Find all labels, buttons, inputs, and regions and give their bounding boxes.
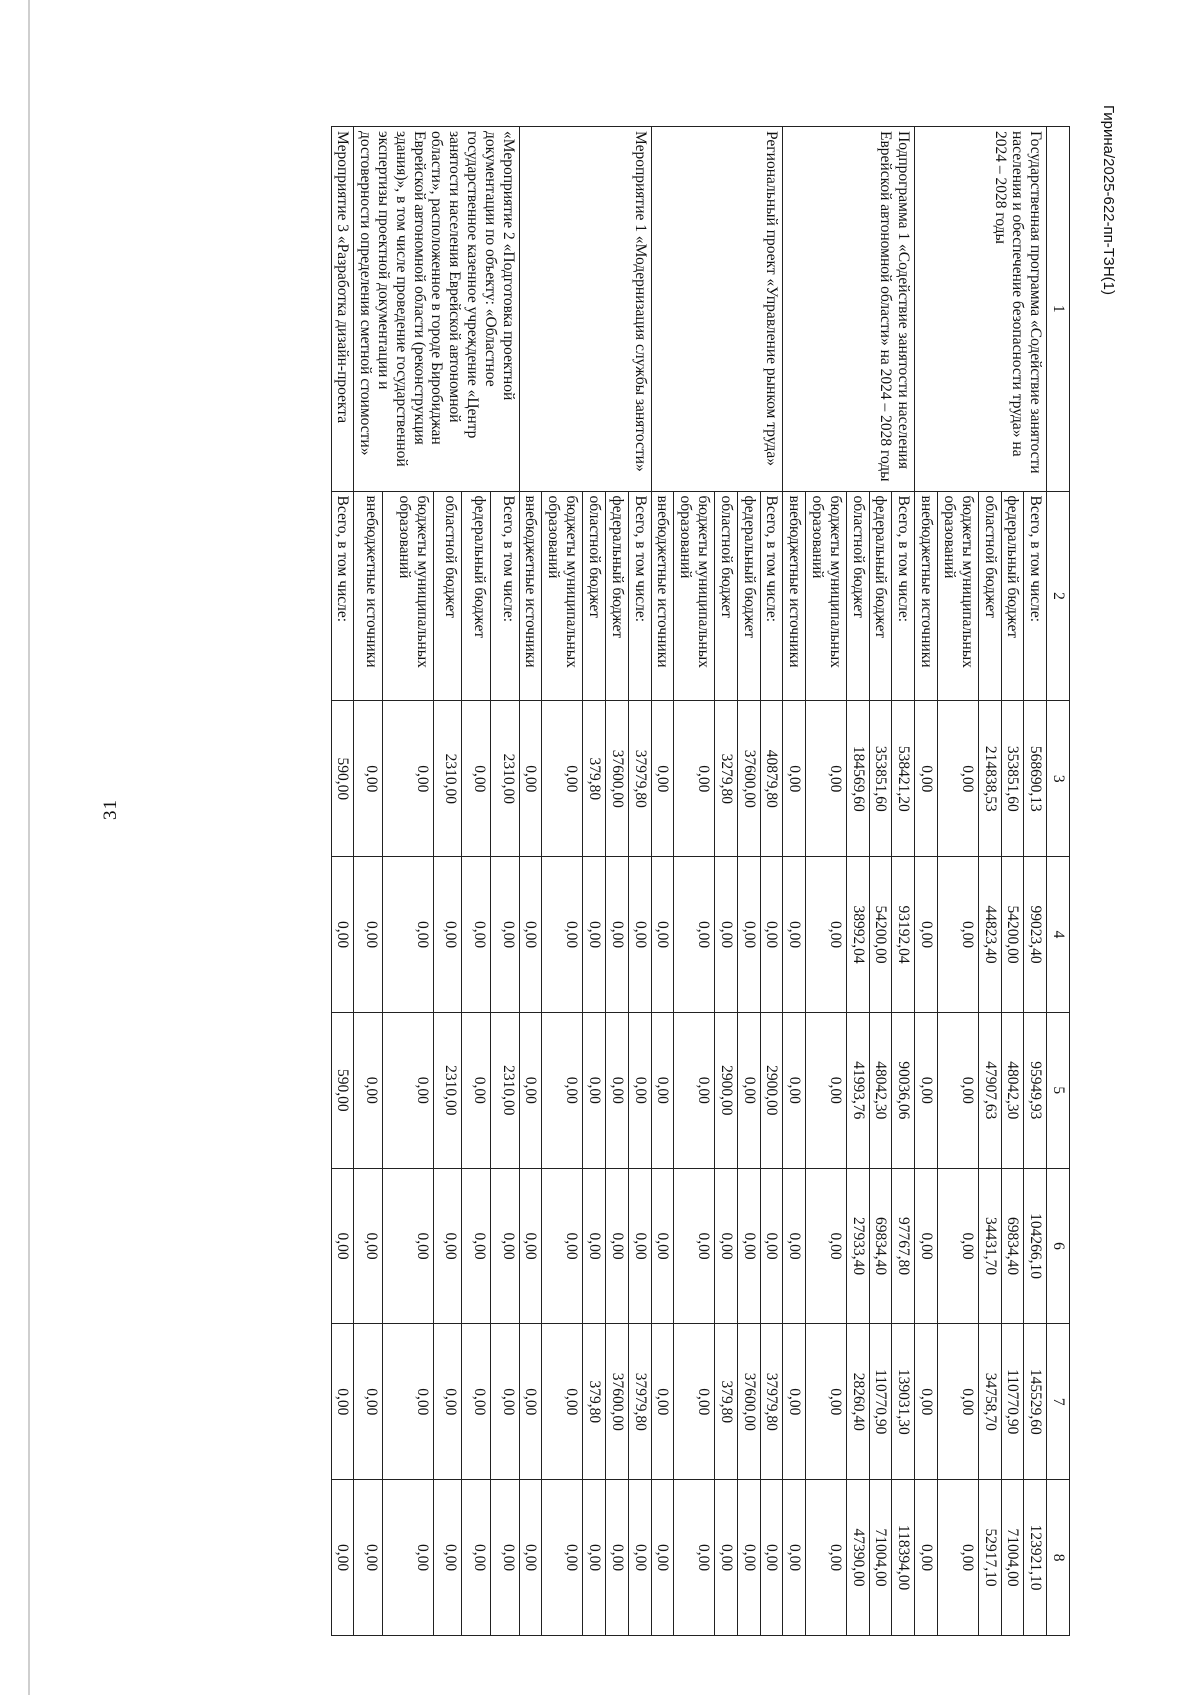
funding-source-cell: областной бюджет bbox=[715, 491, 738, 701]
amount-cell: 0,00 bbox=[938, 1324, 979, 1480]
amount-cell: 0,00 bbox=[491, 857, 520, 1013]
table-header-row bbox=[1047, 127, 1070, 1636]
amount-cell: 0,00 bbox=[737, 857, 760, 1013]
amount-cell: 184569,60 bbox=[846, 701, 869, 857]
amount-cell: 0,00 bbox=[583, 1480, 606, 1636]
table-row bbox=[892, 127, 915, 1636]
amount-cell: 0,00 bbox=[462, 701, 491, 857]
amount-cell: 71004,00 bbox=[869, 1480, 892, 1636]
amount-cell: 2900,00 bbox=[715, 1012, 738, 1168]
amount-cell: 0,00 bbox=[354, 857, 383, 1013]
amount-cell: 93192,04 bbox=[892, 857, 915, 1013]
amount-cell: 0,00 bbox=[628, 1480, 651, 1636]
amount-cell: 54200,00 bbox=[869, 857, 892, 1013]
amount-cell: 214838,53 bbox=[978, 701, 1001, 857]
amount-cell: 379,80 bbox=[583, 1324, 606, 1480]
amount-cell: 0,00 bbox=[938, 1168, 979, 1324]
amount-cell: 0,00 bbox=[462, 1480, 491, 1636]
amount-cell: 40879,80 bbox=[760, 701, 783, 857]
header-col-4: 4 bbox=[1047, 857, 1070, 1013]
amount-cell: 0,00 bbox=[651, 1168, 674, 1324]
amount-cell: 0,00 bbox=[674, 857, 715, 1013]
amount-cell: 0,00 bbox=[354, 1324, 383, 1480]
amount-cell: 48042,30 bbox=[1001, 1012, 1024, 1168]
header-col-6: 6 bbox=[1047, 1168, 1070, 1324]
amount-cell: 0,00 bbox=[628, 857, 651, 1013]
amount-cell: 0,00 bbox=[331, 1480, 354, 1636]
amount-cell: 0,00 bbox=[938, 1480, 979, 1636]
amount-cell: 0,00 bbox=[760, 1168, 783, 1324]
funding-source-cell: областной бюджет bbox=[846, 491, 869, 701]
amount-cell: 2310,00 bbox=[433, 701, 462, 857]
amount-cell: 69834,40 bbox=[1001, 1168, 1024, 1324]
table-body bbox=[331, 127, 1047, 1636]
amount-cell: 69834,40 bbox=[869, 1168, 892, 1324]
amount-cell: 0,00 bbox=[806, 1324, 847, 1480]
header-col-1: 1 bbox=[1047, 127, 1070, 492]
amount-cell: 0,00 bbox=[674, 701, 715, 857]
amount-cell: 0,00 bbox=[519, 1168, 542, 1324]
amount-cell: 95949,93 bbox=[1024, 1012, 1047, 1168]
funding-source-cell: внебюджетные источники bbox=[519, 491, 542, 701]
funding-source-cell: Всего, в том числе: bbox=[892, 491, 915, 701]
page-number: 31 bbox=[100, 799, 121, 820]
program-name-cell: Мероприятие 3 «Разработка дизайн-проекта bbox=[331, 127, 354, 492]
document-code: Гирина/2025-622-пп-ТЗН(1) bbox=[1100, 105, 1117, 296]
amount-cell: 37979,80 bbox=[628, 701, 651, 857]
funding-source-cell: федеральный бюджет bbox=[462, 491, 491, 701]
amount-cell: 0,00 bbox=[433, 1480, 462, 1636]
header-col-5: 5 bbox=[1047, 1012, 1070, 1168]
amount-cell: 0,00 bbox=[519, 701, 542, 857]
amount-cell: 34431,70 bbox=[978, 1168, 1001, 1324]
amount-cell: 0,00 bbox=[651, 1324, 674, 1480]
amount-cell: 0,00 bbox=[783, 857, 806, 1013]
amount-cell: 47907,63 bbox=[978, 1012, 1001, 1168]
amount-cell: 0,00 bbox=[783, 1168, 806, 1324]
amount-cell: 0,00 bbox=[806, 1168, 847, 1324]
funding-source-cell: Всего, в том числе: bbox=[331, 491, 354, 701]
amount-cell: 41993,76 bbox=[846, 1012, 869, 1168]
table-row bbox=[331, 127, 354, 1636]
amount-cell: 0,00 bbox=[382, 701, 433, 857]
amount-cell: 0,00 bbox=[715, 857, 738, 1013]
funding-source-cell: Всего, в том числе: bbox=[491, 491, 520, 701]
header-col-2: 2 bbox=[1047, 491, 1070, 701]
amount-cell: 34758,70 bbox=[978, 1324, 1001, 1480]
amount-cell: 0,00 bbox=[737, 1480, 760, 1636]
amount-cell: 0,00 bbox=[354, 701, 383, 857]
program-name-cell: Подпрограмма 1 «Содействие занятости населения Еврейской автономной области» на 2024 – 2028 годы bbox=[783, 127, 915, 492]
amount-cell: 590,00 bbox=[331, 1012, 354, 1168]
amount-cell: 0,00 bbox=[915, 1324, 938, 1480]
funding-source-cell: внебюджетные источники bbox=[651, 491, 674, 701]
amount-cell: 0,00 bbox=[519, 857, 542, 1013]
amount-cell: 37600,00 bbox=[605, 701, 628, 857]
amount-cell: 3279,80 bbox=[715, 701, 738, 857]
funding-source-cell: Всего, в том числе: bbox=[1024, 491, 1047, 701]
funding-source-cell: федеральный бюджет bbox=[1001, 491, 1024, 701]
amount-cell: 0,00 bbox=[760, 857, 783, 1013]
program-name-cell: Региональный проект «Управление рынком труда» bbox=[651, 127, 783, 492]
amount-cell: 0,00 bbox=[605, 1168, 628, 1324]
amount-cell: 0,00 bbox=[737, 1012, 760, 1168]
amount-cell: 0,00 bbox=[354, 1012, 383, 1168]
amount-cell: 37600,00 bbox=[737, 1324, 760, 1480]
amount-cell: 145529,60 bbox=[1024, 1324, 1047, 1480]
funding-source-cell: областной бюджет bbox=[583, 491, 606, 701]
amount-cell: 0,00 bbox=[331, 1168, 354, 1324]
amount-cell: 0,00 bbox=[519, 1480, 542, 1636]
header-col-3: 3 bbox=[1047, 701, 1070, 857]
amount-cell: 0,00 bbox=[354, 1168, 383, 1324]
amount-cell: 0,00 bbox=[715, 1480, 738, 1636]
program-name-cell: Государственная программа «Содействие занятости населения и обеспечение безопасности труда» на 2024 – 2028 годы bbox=[915, 127, 1047, 492]
amount-cell: 0,00 bbox=[783, 1480, 806, 1636]
amount-cell: 28260,40 bbox=[846, 1324, 869, 1480]
amount-cell: 0,00 bbox=[382, 1324, 433, 1480]
amount-cell: 0,00 bbox=[783, 701, 806, 857]
amount-cell: 0,00 bbox=[491, 1168, 520, 1324]
amount-cell: 0,00 bbox=[331, 857, 354, 1013]
amount-cell: 0,00 bbox=[462, 1324, 491, 1480]
amount-cell: 38992,04 bbox=[846, 857, 869, 1013]
amount-cell: 0,00 bbox=[605, 1480, 628, 1636]
amount-cell: 0,00 bbox=[542, 857, 583, 1013]
amount-cell: 0,00 bbox=[583, 1168, 606, 1324]
amount-cell: 0,00 bbox=[915, 1012, 938, 1168]
amount-cell: 0,00 bbox=[938, 1012, 979, 1168]
funding-source-cell: бюджеты муниципальных образований bbox=[938, 491, 979, 701]
funding-source-cell: бюджеты муниципальных образований bbox=[542, 491, 583, 701]
amount-cell: 0,00 bbox=[806, 701, 847, 857]
table-row bbox=[760, 127, 783, 1636]
amount-cell: 590,00 bbox=[331, 701, 354, 857]
amount-cell: 37600,00 bbox=[605, 1324, 628, 1480]
amount-cell: 123921,10 bbox=[1024, 1480, 1047, 1636]
amount-cell: 110770,90 bbox=[1001, 1324, 1024, 1480]
amount-cell: 0,00 bbox=[542, 1012, 583, 1168]
amount-cell: 0,00 bbox=[783, 1324, 806, 1480]
amount-cell: 0,00 bbox=[519, 1012, 542, 1168]
amount-cell: 90036,06 bbox=[892, 1012, 915, 1168]
amount-cell: 0,00 bbox=[382, 1480, 433, 1636]
funding-source-cell: бюджеты муниципальных образований bbox=[806, 491, 847, 701]
amount-cell: 104266,10 bbox=[1024, 1168, 1047, 1324]
funding-source-cell: внебюджетные источники bbox=[915, 491, 938, 701]
funding-source-cell: Всего, в том числе: bbox=[628, 491, 651, 701]
amount-cell: 0,00 bbox=[674, 1168, 715, 1324]
amount-cell: 0,00 bbox=[938, 701, 979, 857]
amount-cell: 2310,00 bbox=[433, 1012, 462, 1168]
amount-cell: 0,00 bbox=[628, 1168, 651, 1324]
scan-margin-line bbox=[28, 0, 30, 1695]
amount-cell: 0,00 bbox=[382, 1012, 433, 1168]
funding-source-cell: областной бюджет bbox=[978, 491, 1001, 701]
amount-cell: 0,00 bbox=[433, 857, 462, 1013]
amount-cell: 0,00 bbox=[462, 1168, 491, 1324]
amount-cell: 0,00 bbox=[382, 857, 433, 1013]
amount-cell: 0,00 bbox=[331, 1324, 354, 1480]
amount-cell: 0,00 bbox=[651, 701, 674, 857]
amount-cell: 0,00 bbox=[783, 1012, 806, 1168]
program-name-cell: «Мероприятие 2 «Подготовка проектной документации по объекту: «Областное государственное казенное учреждение «Центр занятости населения Еврейской автономной области», расположенное в городе Биробиджан Еврейской автономной области (реконструкция здания)», в том числе проведение государственной экспертизы проектной документации и достоверности определения сметной стоимости» bbox=[354, 127, 519, 492]
amount-cell: 353851,60 bbox=[869, 701, 892, 857]
amount-cell: 0,00 bbox=[651, 1012, 674, 1168]
amount-cell: 47390,00 bbox=[846, 1480, 869, 1636]
amount-cell: 0,00 bbox=[651, 857, 674, 1013]
amount-cell: 0,00 bbox=[806, 1012, 847, 1168]
amount-cell: 0,00 bbox=[583, 857, 606, 1013]
amount-cell: 0,00 bbox=[806, 1480, 847, 1636]
amount-cell: 97767,80 bbox=[892, 1168, 915, 1324]
funding-source-cell: внебюджетные источники bbox=[354, 491, 383, 701]
amount-cell: 0,00 bbox=[674, 1012, 715, 1168]
amount-cell: 0,00 bbox=[938, 857, 979, 1013]
amount-cell: 44823,40 bbox=[978, 857, 1001, 1013]
amount-cell: 0,00 bbox=[674, 1324, 715, 1480]
table-row bbox=[491, 127, 520, 1636]
amount-cell: 0,00 bbox=[628, 1012, 651, 1168]
amount-cell: 48042,30 bbox=[869, 1012, 892, 1168]
amount-cell: 52917,10 bbox=[978, 1480, 1001, 1636]
amount-cell: 353851,60 bbox=[1001, 701, 1024, 857]
amount-cell: 0,00 bbox=[651, 1480, 674, 1636]
amount-cell: 0,00 bbox=[915, 857, 938, 1013]
amount-cell: 0,00 bbox=[583, 1012, 606, 1168]
amount-cell: 37979,80 bbox=[760, 1324, 783, 1480]
amount-cell: 99023,40 bbox=[1024, 857, 1047, 1013]
amount-cell: 37979,80 bbox=[628, 1324, 651, 1480]
amount-cell: 2310,00 bbox=[491, 1012, 520, 1168]
amount-cell: 0,00 bbox=[605, 857, 628, 1013]
amount-cell: 568690,13 bbox=[1024, 701, 1047, 857]
amount-cell: 2900,00 bbox=[760, 1012, 783, 1168]
program-name-cell: Мероприятие 1 «Модернизация службы занятости» bbox=[519, 127, 651, 492]
amount-cell: 0,00 bbox=[737, 1168, 760, 1324]
amount-cell: 0,00 bbox=[462, 1012, 491, 1168]
amount-cell: 27933,40 bbox=[846, 1168, 869, 1324]
table-row bbox=[1024, 127, 1047, 1636]
amount-cell: 0,00 bbox=[605, 1012, 628, 1168]
amount-cell: 0,00 bbox=[433, 1168, 462, 1324]
amount-cell: 0,00 bbox=[382, 1168, 433, 1324]
funding-source-cell: федеральный бюджет bbox=[869, 491, 892, 701]
amount-cell: 37600,00 bbox=[737, 701, 760, 857]
amount-cell: 0,00 bbox=[760, 1480, 783, 1636]
header-col-8: 8 bbox=[1047, 1480, 1070, 1636]
funding-source-cell: федеральный бюджет bbox=[605, 491, 628, 701]
amount-cell: 0,00 bbox=[542, 701, 583, 857]
amount-cell: 0,00 bbox=[491, 1480, 520, 1636]
amount-cell: 0,00 bbox=[674, 1480, 715, 1636]
amount-cell: 379,80 bbox=[715, 1324, 738, 1480]
funding-source-cell: бюджеты муниципальных образований bbox=[674, 491, 715, 701]
amount-cell: 0,00 bbox=[806, 857, 847, 1013]
amount-cell: 0,00 bbox=[915, 1480, 938, 1636]
amount-cell: 0,00 bbox=[915, 701, 938, 857]
table-row bbox=[628, 127, 651, 1636]
amount-cell: 538421,20 bbox=[892, 701, 915, 857]
amount-cell: 0,00 bbox=[491, 1324, 520, 1480]
funding-table bbox=[331, 126, 1070, 1636]
amount-cell: 0,00 bbox=[715, 1168, 738, 1324]
amount-cell: 379,80 bbox=[583, 701, 606, 857]
amount-cell: 0,00 bbox=[542, 1324, 583, 1480]
amount-cell: 0,00 bbox=[462, 857, 491, 1013]
amount-cell: 71004,00 bbox=[1001, 1480, 1024, 1636]
header-col-7: 7 bbox=[1047, 1324, 1070, 1480]
amount-cell: 0,00 bbox=[542, 1480, 583, 1636]
amount-cell: 0,00 bbox=[915, 1168, 938, 1324]
amount-cell: 0,00 bbox=[433, 1324, 462, 1480]
amount-cell: 0,00 bbox=[354, 1480, 383, 1636]
amount-cell: 110770,90 bbox=[869, 1324, 892, 1480]
funding-source-cell: внебюджетные источники bbox=[783, 491, 806, 701]
funding-source-cell: Всего, в том числе: bbox=[760, 491, 783, 701]
amount-cell: 0,00 bbox=[542, 1168, 583, 1324]
amount-cell: 54200,00 bbox=[1001, 857, 1024, 1013]
table-container bbox=[331, 126, 1070, 1636]
amount-cell: 139031,30 bbox=[892, 1324, 915, 1480]
amount-cell: 118394,00 bbox=[892, 1480, 915, 1636]
funding-source-cell: областной бюджет bbox=[433, 491, 462, 701]
funding-source-cell: федеральный бюджет bbox=[737, 491, 760, 701]
amount-cell: 0,00 bbox=[519, 1324, 542, 1480]
amount-cell: 2310,00 bbox=[491, 701, 520, 857]
funding-source-cell: бюджеты муниципальных образований bbox=[382, 491, 433, 701]
